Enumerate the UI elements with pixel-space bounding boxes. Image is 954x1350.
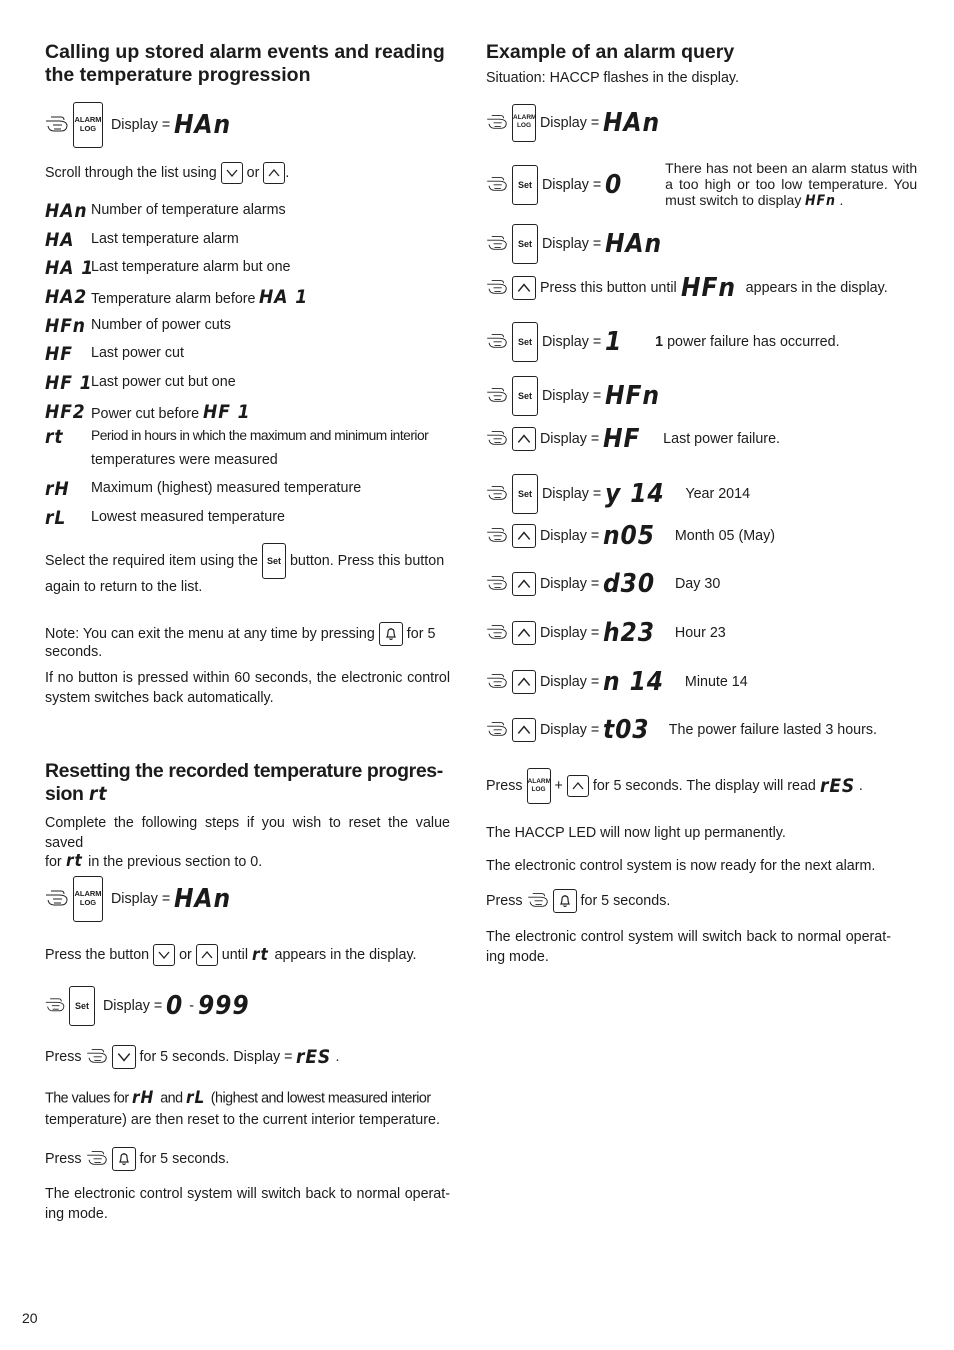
section-heading-example: Example of an alarm query — [486, 41, 735, 63]
bell-button[interactable] — [112, 1147, 136, 1171]
chevron-up-icon — [516, 576, 532, 592]
alarm-query-step — [486, 717, 877, 743]
alarm-query-step — [486, 523, 775, 549]
pointing-hand-icon — [486, 482, 512, 506]
display-value: 1 — [605, 327, 623, 357]
display-label: Display = — [541, 236, 602, 252]
values-reset-text: The values for rH and rL (highest and lowest measured interior — [45, 1088, 431, 1108]
pointing-hand-icon — [45, 993, 69, 1019]
display-value: d30 — [603, 569, 656, 599]
chevron-up-icon — [200, 948, 214, 962]
pointing-hand-icon — [486, 384, 512, 408]
display-value: HF — [603, 424, 641, 454]
set-button[interactable]: Set — [262, 543, 286, 579]
alarm-query-step — [486, 322, 840, 362]
pointing-hand-icon — [486, 232, 512, 256]
display-value: HAn — [603, 108, 661, 138]
pointing-hand-icon — [486, 670, 512, 694]
pointing-hand-icon — [486, 111, 512, 135]
alarm-query-step — [486, 426, 780, 452]
chevron-up-icon — [516, 280, 532, 296]
set-button[interactable]: Set — [512, 376, 538, 416]
alarm-log-button[interactable]: ALARM LOG — [512, 104, 536, 142]
display-label: Display = — [110, 117, 171, 133]
down-button[interactable] — [153, 944, 175, 966]
display-value: h23 — [603, 618, 656, 648]
display-value: n05 — [603, 521, 656, 551]
display-value: HFn — [605, 381, 661, 411]
chevron-up-icon — [516, 722, 532, 738]
bell-button[interactable] — [379, 622, 403, 646]
section-heading-alarm-events: Calling up stored alarm events and reading the temperature progression — [45, 41, 445, 86]
display-value: HFn — [680, 273, 736, 303]
chevron-up-icon — [571, 779, 585, 793]
chevron-down-icon — [225, 166, 239, 180]
set-display-range-step: Set Display = 0 - 999 — [45, 986, 255, 1026]
display-value: t03 — [603, 715, 650, 745]
pointing-hand-icon — [527, 889, 553, 913]
display-label: Display = — [541, 486, 602, 502]
pointing-hand-icon — [86, 1147, 112, 1171]
display-value-han: HAn — [174, 110, 232, 140]
alarm-query-step — [486, 474, 750, 514]
display-value: HAn — [605, 229, 663, 259]
press-until-instruction: Press the button or until rt appears in the display. — [45, 944, 417, 965]
step-note: There has not been an alarm status with a too high or too low temperature. You must switch to display HFn . — [665, 160, 918, 209]
press-bell-instruction: Press for 5 seconds. — [486, 889, 670, 913]
alarm-log-button[interactable]: ALARM LOG — [527, 768, 551, 804]
display-label: Display = — [539, 674, 600, 690]
display-value: y 14 — [605, 479, 665, 509]
alarm-query-step — [486, 224, 669, 264]
pointing-hand-icon — [486, 718, 512, 742]
display-value: n 14 — [603, 667, 665, 697]
chevron-down-icon — [116, 1049, 132, 1065]
display-label: Display = — [541, 177, 602, 193]
chevron-down-icon — [157, 948, 171, 962]
bell-icon — [383, 626, 399, 642]
reset-intro: Complete the following steps if you wish to reset the value saved for rt in the previous section to 0. — [45, 815, 450, 871]
pointing-hand-icon — [486, 330, 512, 354]
display-label: Display = — [539, 431, 600, 447]
step-note: Month 05 (May) — [674, 528, 775, 544]
up-button[interactable] — [512, 670, 536, 694]
chevron-up-icon — [267, 166, 281, 180]
scroll-instruction: Scroll through the list using or . — [45, 162, 289, 184]
up-button[interactable] — [512, 621, 536, 645]
pointing-hand-icon — [45, 112, 73, 138]
pointing-hand-icon — [486, 427, 512, 451]
page-number: 20 — [22, 1310, 38, 1326]
reset-alarm-log-step: ALARM LOG Display = HAn — [45, 876, 238, 922]
pointing-hand-icon — [45, 886, 73, 912]
display-label: Display = — [541, 334, 602, 350]
alarm-query-step — [486, 669, 748, 695]
alarm-query-step — [486, 376, 666, 416]
alarm-query-step — [486, 620, 726, 646]
up-button[interactable] — [512, 524, 536, 548]
bell-icon — [557, 893, 573, 909]
step-note: Last power failure. — [663, 431, 780, 447]
chevron-up-icon — [516, 674, 532, 690]
set-button[interactable]: Set — [512, 224, 538, 264]
step-note: Day 30 — [674, 576, 721, 592]
display-label: Display = — [541, 388, 602, 404]
down-button[interactable] — [221, 162, 243, 184]
step-note: Minute 14 — [684, 674, 748, 690]
up-button[interactable] — [512, 718, 536, 742]
up-button[interactable] — [512, 276, 536, 300]
pointing-hand-icon — [486, 621, 512, 645]
note-exit: Note: You can exit the menu at any time by pressing for 5 — [45, 622, 435, 646]
up-button[interactable] — [512, 572, 536, 596]
select-instruction: Select the required item using the Set button. Press this button — [45, 543, 444, 579]
display-value: 0 — [605, 170, 623, 200]
manual-page: Calling up stored alarm events and reading the temperature progression ALARM LOG Display = HAn Scroll through the list using or . HAn Number of temperature alarms HA Last temperature alarm HA 1 Last temperature alarm but one HA2 Temperature alarm before HA 1 HFn Number of power cuts HF Last power cut HF 1 Last power cut but one HF2 Power cut before HF 1 rt Period in hours in which the maximum and minimum interior temperatures were measured rH Maximum (highest) measured temperature rL Lowest measured temperature Select the required item using the Set button. Press this button again to return to the list. Note: You can exit the menu at any time by pressing for 5 seconds. If no button is pressed within 60 seconds, the electronic control system switches back automatically. Resetting the recorded temperature progres- sion rt Complete the following steps if you wish to reset the value saved for rt in the previous section to 0. ALARM LOG Display = HAn Press the button or until rt appears in the display. Set Display = 0 - 999 Press for 5 seconds. Display = rES . The values for rH and rL (highest and lowest measured interior temperature) are then reset to the current interior temperature. Press for 5 seconds. The electronic control system will switch back to normal operat-ing mode. Example of an alarm query Situation: HACCP flashes in the display. ALARM LOG Display = HAn Set Display = 0There has not been an alarm status with a too high or too low temperature. You must switch to display HFn . Set Display = HAn Press this button until HFn appears in the display. Set Display = 1 1 power failure has occurred. Set Display = HFn Display = HF Last power failure. Set Display = y 14 Year 2014 Display = n05 Month 05 (May) Display = d30 Day 30 Display = h23 Hour 23 Display = n 14 Minute 14 Display = t03 The power failure lasted 3 hours. Press ALARM LOG + for 5 seconds. The display will read rES . The HACCP LED will now light up permanently. The electronic control system is now ready for the next alarm. Press for 5 seconds. The electronic control system will switch back to normal operat-ing mode. 20 — [22, 41, 918, 1326]
display-label: Display = — [539, 115, 600, 131]
set-button[interactable]: Set — [512, 474, 538, 514]
up-button[interactable] — [567, 775, 589, 797]
step-note: The power failure lasted 3 hours. — [668, 722, 878, 738]
display-label: Display = — [539, 625, 600, 641]
pointing-hand-icon — [486, 276, 512, 300]
alarm-query-step: Press this button until HFn appears in the display. — [486, 275, 888, 301]
step-note: Year 2014 — [685, 486, 751, 502]
set-button[interactable]: Set — [512, 322, 538, 362]
down-button[interactable] — [112, 1045, 136, 1069]
pointing-hand-icon — [86, 1045, 112, 1069]
alarm-log-button[interactable]: ALARM LOG — [73, 102, 103, 148]
pointing-hand-icon — [486, 572, 512, 596]
pointing-hand-icon — [486, 524, 512, 548]
display-label: Display = — [539, 722, 600, 738]
section-heading-reset: Resetting the recorded temperature progres- sion rt — [45, 760, 443, 805]
alarm-log-step — [45, 102, 238, 148]
press-bell-instruction: Press for 5 seconds. — [45, 1147, 229, 1171]
up-button[interactable] — [196, 944, 218, 966]
alarm-log-button[interactable]: ALARM LOG — [73, 876, 103, 922]
up-button[interactable] — [512, 427, 536, 451]
chevron-up-icon — [516, 431, 532, 447]
bell-button[interactable] — [553, 889, 577, 913]
set-button[interactable]: Set — [69, 986, 95, 1026]
press-down-5s-instruction: Press for 5 seconds. Display = rES . — [45, 1045, 340, 1068]
alarm-query-step — [486, 571, 720, 597]
step-note: 1 power failure has occurred. — [655, 334, 840, 350]
press-combo-instruction: Press ALARM LOG + for 5 seconds. The display will read rES . — [486, 768, 863, 804]
step-note: Hour 23 — [674, 625, 726, 641]
bell-icon — [116, 1151, 132, 1167]
display-label: Display = — [539, 576, 600, 592]
alarm-query-step — [486, 160, 917, 210]
set-button[interactable]: Set — [512, 165, 538, 205]
chevron-up-icon — [516, 625, 532, 641]
chevron-up-icon — [516, 528, 532, 544]
alarm-query-step — [486, 104, 667, 142]
up-button[interactable] — [263, 162, 285, 184]
pointing-hand-icon — [486, 173, 512, 197]
display-label: Display = — [539, 528, 600, 544]
